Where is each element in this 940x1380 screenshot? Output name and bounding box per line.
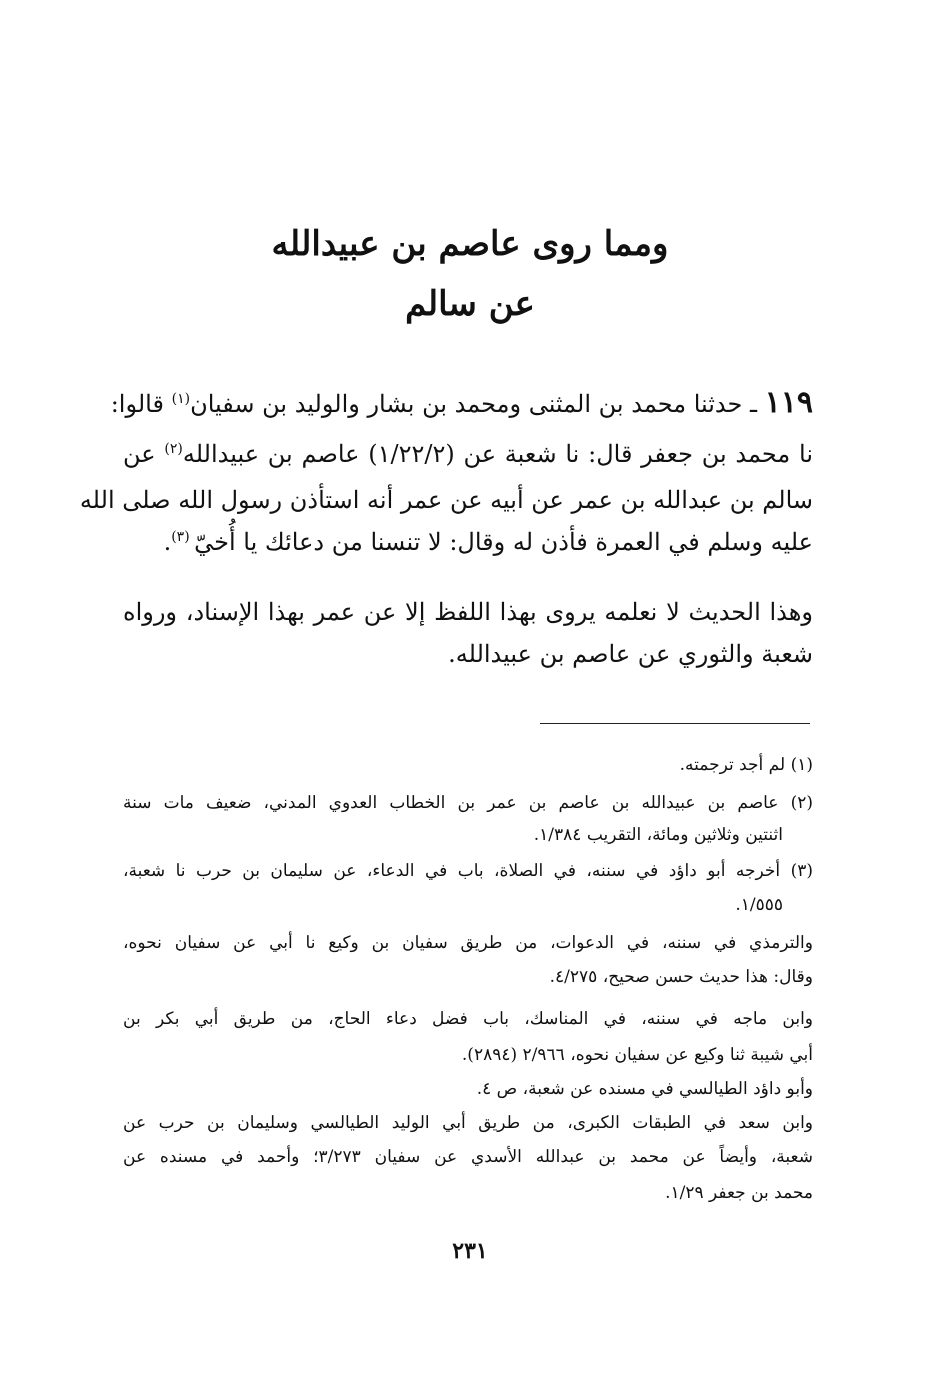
footnote-ref-2: (٢) <box>164 441 183 457</box>
hadith-line-3: سالم بن عبدالله بن عمر عن أبيه عن عمر أنه استأذن رسول الله صلى الله <box>79 486 813 514</box>
footnote-3-line-4: وقال: هذا حديث حسن صحيح، ٤/٢٧٥. <box>549 967 813 987</box>
chapter-heading-line-2: عن سالم <box>405 284 535 324</box>
commentary-line-1: وهذا الحديث لا نعلمه يروى بهذا اللفظ إلا عن عمر بهذا الإسناد، ورواه <box>123 598 813 626</box>
footnote-3-line-6: أبي شيبة ثنا وكيع عن سفيان نحوه، ٢/٩٦٦ (٢٨٩٤). <box>461 1045 813 1065</box>
hadith-line-1 <box>110 383 813 424</box>
hadith-line-4-tail: . <box>163 528 172 556</box>
hadith-line-4-text: عليه وسلم في العمرة فأذن له وقال: لا تنسنا من دعائك يا أُخيّ <box>194 528 813 556</box>
footnote-3-line-2: ١/٥٥٥. <box>735 895 783 915</box>
footnote-ref-1: (١) <box>171 391 191 407</box>
footnote-ref-3: (٣) <box>171 529 195 545</box>
hadith-line-2-tail: عن <box>123 440 165 468</box>
footnote-3-line-5: وابن ماجه في سننه، في المناسك، باب فضل دعاء الحاج، من طريق أبي بكر بن <box>123 1009 813 1029</box>
hadith-line-1-tail: قالوا: <box>110 390 172 418</box>
footnote-3-line-7: وأبو داؤد الطيالسي في مسنده عن شعبة، ص ٤. <box>476 1079 813 1099</box>
commentary-line-2: شعبة والثوري عن عاصم بن عبيدالله. <box>448 640 813 668</box>
footnote-1: (١) لم أجد ترجمته. <box>679 755 813 775</box>
footnote-3-line-3: والترمذي في سننه، في الدعوات، من طريق سفيان بن وكيع نا أبي عن سفيان نحوه، <box>123 933 813 953</box>
hadith-line-2 <box>123 434 813 474</box>
footnote-3-line-8: وابن سعد في الطبقات الكبرى، من طريق أبي الوليد الطيالسي وسليمان بن حرب عن <box>123 1113 813 1133</box>
footnote-3-line-10: محمد بن جعفر ١/٢٩. <box>665 1183 813 1203</box>
page-number: ٢٣١ <box>452 1238 488 1264</box>
hadith-line-4 <box>123 522 813 562</box>
footnote-2-line-2: اثنتين وثلاثين ومائة، التقريب ١/٣٨٤. <box>533 825 783 845</box>
footnote-3-line-1: (٣) أخرجه أبو داؤد في سننه، في الصلاة، باب في الدعاء، عن سليمان بن حرب نا شعبة، <box>123 861 813 881</box>
hadith-line-2-text: نا محمد بن جعفر قال: نا شعبة عن (١/٢٢/٢) عاصم بن عبيدالله <box>182 440 813 468</box>
chapter-heading-line-1: ومما روى عاصم بن عبيدالله <box>271 224 669 264</box>
footnote-2-line-1: (٢) عاصم بن عبيدالله بن عاصم بن عمر بن الخطاب العدوي المدني، ضعيف مات سنة <box>123 793 813 813</box>
hadith-number: ١١٩ <box>764 385 813 420</box>
footnote-3-line-9: شعبة، وأيضاً عن محمد بن عبدالله الأسدي عن سفيان ٣/٢٧٣؛ وأحمد في مسنده عن <box>123 1147 813 1167</box>
hadith-line-1-text: ـ حدثنا محمد بن المثنى ومحمد بن بشار والوليد بن سفيان <box>190 390 765 418</box>
footnote-separator <box>540 723 810 724</box>
